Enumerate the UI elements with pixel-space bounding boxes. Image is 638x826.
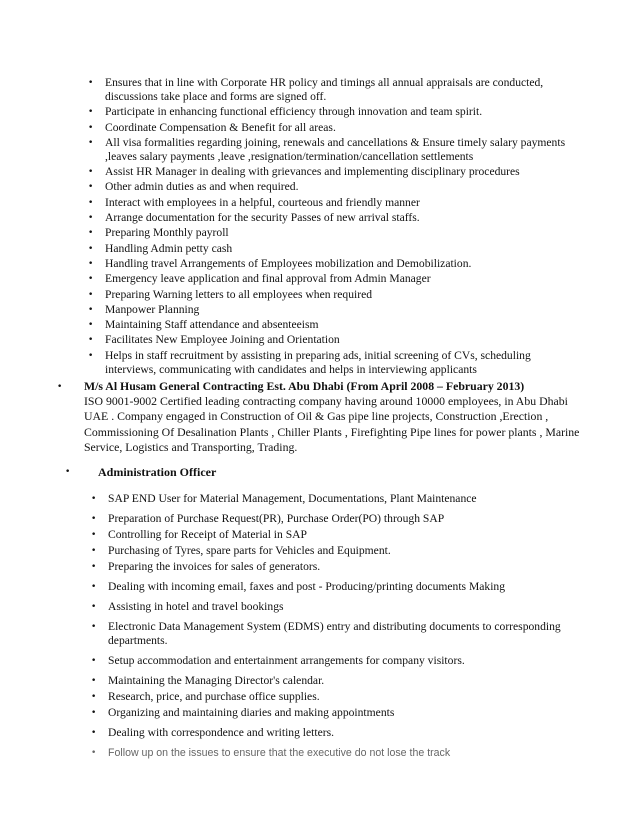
item-text: Helps in staff recruitment by assisting in preparing ads, initial screening of CVs, scheduling interviews, communicating with candidates and helps in interviewing applicants bbox=[105, 348, 531, 376]
bullet-icon: • bbox=[91, 692, 97, 702]
bullet-icon: • bbox=[91, 562, 97, 572]
list-item bbox=[91, 726, 568, 740]
list-item bbox=[91, 600, 568, 614]
item-text: Maintaining the Managing Director's calendar. bbox=[108, 674, 325, 687]
job-title bbox=[65, 465, 398, 480]
item-text: Handling travel Arrangements of Employees mobilization and Demobilization. bbox=[105, 256, 472, 270]
item-text: Maintaining Staff attendance and absenteeism bbox=[105, 318, 319, 332]
item-text: Manpower Planning bbox=[105, 302, 200, 316]
list-item bbox=[88, 287, 575, 302]
bullet-icon: • bbox=[91, 494, 97, 504]
list-item bbox=[91, 492, 568, 506]
company-name: M/s Al Husam General Contracting Est. Abu Dhabi (From April 2008 – February 2013) bbox=[84, 379, 525, 393]
job-title-text: Administration Officer bbox=[98, 465, 217, 479]
responsibilities-bottom-list bbox=[91, 492, 568, 762]
bullet-icon: • bbox=[88, 122, 94, 133]
company-section bbox=[57, 379, 588, 455]
list-item bbox=[88, 302, 575, 317]
bullet-icon: • bbox=[91, 622, 97, 632]
list-item bbox=[88, 180, 575, 194]
item-text: All visa formalities regarding joining, renewals and cancellations & Ensure timely salary payments ,leaves salary payments ,leave ,resignation/termination/cancellation settlements bbox=[105, 135, 566, 163]
item-text: Handling Admin petty cash bbox=[105, 241, 233, 255]
list-item bbox=[88, 165, 575, 179]
item-text: Facilitates New Employee Joining and Orientation bbox=[105, 333, 340, 347]
bullet-icon: • bbox=[88, 304, 94, 315]
bullet-icon: • bbox=[88, 197, 94, 208]
list-item bbox=[88, 211, 575, 225]
item-text: Research, price, and purchase office supplies. bbox=[108, 690, 320, 703]
item-text: Interact with employees in a helpful, courteous and friendly manner bbox=[105, 195, 420, 209]
bullet-icon: • bbox=[91, 748, 97, 758]
bullet-icon: • bbox=[91, 708, 97, 718]
list-item bbox=[88, 120, 575, 135]
list-item bbox=[91, 560, 568, 574]
list-item bbox=[91, 620, 568, 648]
item-text: Preparing the invoices for sales of generators. bbox=[108, 560, 321, 573]
item-text: Organizing and maintaining diaries and making appointments bbox=[108, 706, 395, 719]
list-item bbox=[88, 105, 575, 119]
bullet-icon: • bbox=[88, 243, 94, 254]
list-item bbox=[88, 135, 575, 164]
item-text: Preparing Monthly payroll bbox=[105, 226, 229, 240]
item-text: Arrange documentation for the security Passes of new arrival staffs. bbox=[105, 211, 420, 225]
item-text: Dealing with correspondence and writing letters. bbox=[108, 726, 335, 739]
bullet-icon: • bbox=[88, 228, 94, 239]
list-item bbox=[88, 226, 575, 240]
bullet-icon: • bbox=[88, 320, 94, 331]
list-item bbox=[91, 690, 568, 704]
item-text: Preparing Warning letters to all employees when required bbox=[105, 287, 373, 301]
bullet-icon: • bbox=[88, 213, 94, 224]
list-item bbox=[88, 272, 575, 286]
item-text: Assist HR Manager in dealing with grievances and implementing disciplinary procedures bbox=[105, 165, 520, 179]
list-item bbox=[91, 544, 568, 558]
bullet-icon: • bbox=[91, 514, 97, 524]
list-item bbox=[91, 654, 568, 668]
bullet-icon: • bbox=[88, 350, 94, 361]
bullet-icon: • bbox=[88, 182, 94, 193]
list-item bbox=[88, 318, 575, 332]
list-item bbox=[91, 706, 568, 720]
item-text: Participate in enhancing functional efficiency through innovation and team spirit. bbox=[105, 105, 483, 119]
bullet-icon: • bbox=[91, 602, 97, 612]
bullet-icon: • bbox=[91, 582, 97, 592]
item-text: Setup accommodation and entertainment arrangements for company visitors. bbox=[108, 654, 465, 667]
bullet-icon: • bbox=[91, 676, 97, 686]
list-item bbox=[88, 256, 575, 271]
item-text: Coordinate Compensation & Benefit for all areas. bbox=[105, 120, 336, 134]
bullet-icon: • bbox=[88, 274, 94, 285]
bullet-icon: • bbox=[88, 167, 94, 178]
list-item bbox=[91, 674, 568, 688]
list-item bbox=[91, 580, 568, 594]
bullet-icon: • bbox=[88, 335, 94, 346]
list-item bbox=[88, 195, 575, 210]
bullet-icon: • bbox=[88, 78, 94, 88]
responsibilities-top-list bbox=[88, 76, 575, 378]
bullet-icon: • bbox=[57, 382, 63, 392]
bullet-icon: • bbox=[65, 467, 71, 477]
list-item bbox=[91, 528, 568, 542]
bullet-icon: • bbox=[88, 289, 94, 300]
item-text: Preparation of Purchase Request(PR), Purchase Order(PO) through SAP bbox=[108, 512, 445, 525]
bullet-icon: • bbox=[91, 728, 97, 738]
list-item bbox=[88, 241, 575, 256]
item-text: Electronic Data Management System (EDMS) entry and distributing documents to corresponding departments. bbox=[108, 620, 561, 647]
item-text: Follow up on the issues to ensure that the executive do not lose the track bbox=[108, 747, 451, 759]
list-item bbox=[88, 348, 575, 377]
bullet-icon: • bbox=[91, 546, 97, 556]
item-text: Assisting in hotel and travel bookings bbox=[108, 600, 284, 613]
bullet-icon: • bbox=[91, 530, 97, 540]
bullet-icon: • bbox=[88, 137, 94, 148]
list-item bbox=[88, 333, 575, 347]
bullet-icon: • bbox=[88, 107, 94, 118]
company-description: ISO 9001-9002 Certified leading contracting company having around 10000 employees, in Abu Dhabi UAE . Company engaged in Construction of Oil & Gas pipe line projects, Construction ,Erection , Commissioning Of Desalination Plants , Chiller Plants , Firefighting Pipe lines for power plants , Marine Service, Logistics and Transporting, Trading. bbox=[84, 394, 580, 454]
list-item bbox=[91, 512, 568, 526]
item-text: SAP END User for Material Management, Documentations, Plant Maintenance bbox=[108, 492, 477, 505]
item-text: Dealing with incoming email, faxes and post - Producing/printing documents Making bbox=[108, 580, 506, 593]
item-text: Emergency leave application and final approval from Admin Manager bbox=[105, 272, 431, 286]
item-text: Purchasing of Tyres, spare parts for Vehicles and Equipment. bbox=[108, 544, 391, 557]
bullet-icon: • bbox=[91, 656, 97, 666]
item-text: Controlling for Receipt of Material in SAP bbox=[108, 528, 307, 541]
list-item bbox=[91, 746, 568, 760]
item-text: Other admin duties as and when required. bbox=[105, 180, 299, 194]
list-item bbox=[88, 76, 575, 104]
bullet-icon: • bbox=[88, 258, 94, 269]
item-text: Ensures that in line with Corporate HR policy and timings all annual appraisals are conducted, discussions take place and forms are signed off. bbox=[105, 76, 544, 103]
